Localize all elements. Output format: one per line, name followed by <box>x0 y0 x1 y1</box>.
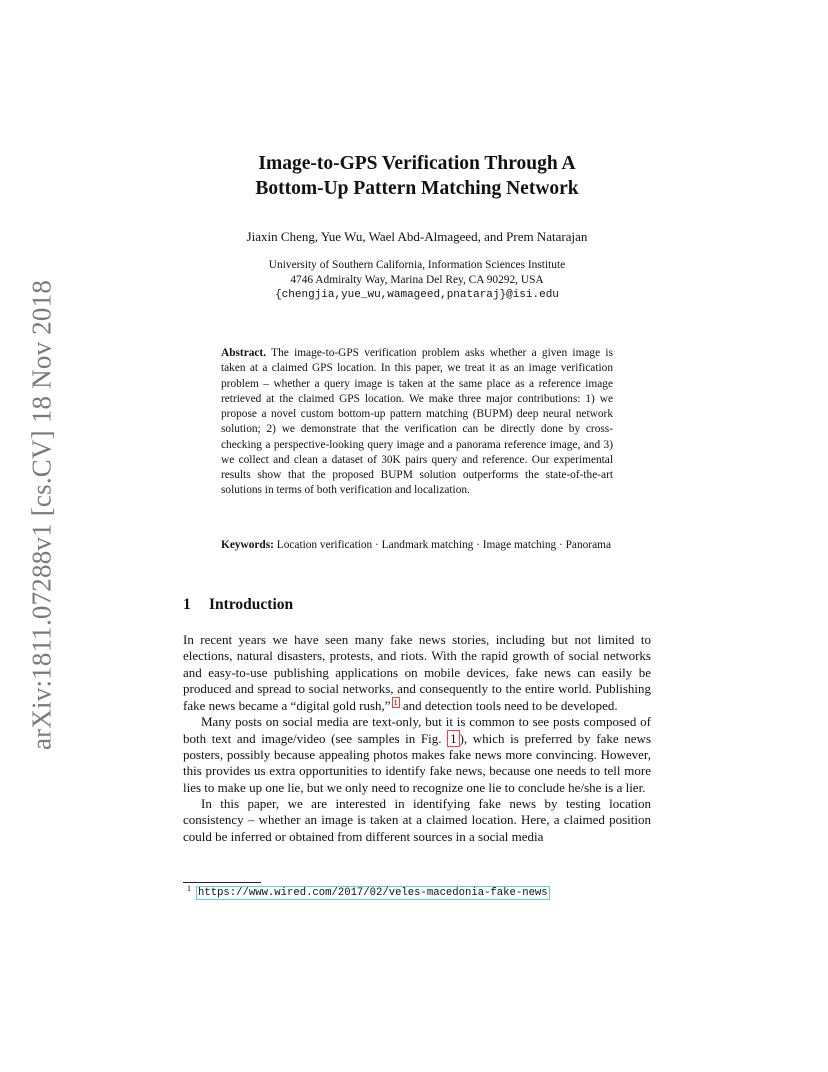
paragraph-3: In this paper, we are interested in identifying fake news by testing location consistency – whether an image is taken at a claimed location. Here, a claimed position could be inferred or obtained from different sources in a social media <box>183 795 651 844</box>
section-heading <box>183 596 293 614</box>
arxiv-stamp <box>22 280 62 750</box>
figure-link[interactable]: 1 <box>447 730 460 747</box>
affiliation-block <box>150 258 684 303</box>
title-line-2: Bottom-Up Pattern Matching Network <box>255 178 579 199</box>
keywords-label: Keywords: <box>221 539 274 551</box>
body-text <box>183 632 651 845</box>
paragraph-2-text-b: ), which is preferred by fake news posters, possibly because appealing photos makes fake news more convincing. However, this provides us extra opportunities to identify fake news, because one needs to tell more lies to make up one lie, but we only need to recognize one lie to conclude he/she is a lier. <box>183 730 652 795</box>
arxiv-stamp-text: arXiv:1811.07288v1 [cs.CV] 18 Nov 2018 <box>26 279 57 751</box>
paragraph-2 <box>183 714 651 795</box>
footnote-mark: 1 <box>187 884 191 893</box>
keywords-text: Location verification · Landmark matching · Image matching · Panorama <box>276 539 611 551</box>
paragraph-1 <box>183 632 651 714</box>
keywords <box>221 538 613 553</box>
paragraph-1-text-b: and detection tools need to be developed. <box>399 698 618 714</box>
paragraph-2-text-a: Many posts on social media are text-only, but it is common to see posts composed of both text and image/video (see samples in Fig. <box>183 714 651 746</box>
footnote <box>187 884 550 899</box>
abstract <box>221 346 613 499</box>
affiliation-line-2: 4746 Admiralty Way, Marina Del Rey, CA 90292, USA <box>290 274 544 286</box>
abstract-label: Abstract. <box>221 347 267 359</box>
author-list: Jiaxin Cheng, Yue Wu, Wael Abd-Almageed, and Prem Natarajan <box>246 229 588 244</box>
footnote-url-link[interactable]: https://www.wired.com/2017/02/veles-macedonia-fake-news <box>198 887 548 899</box>
footnote-link[interactable]: 1 <box>393 698 398 708</box>
abstract-text: The image-to-GPS verification problem asks whether a given image is taken at a claimed GPS location. In this paper, we treat it as an image verification problem – whether a query image is taken at the same place as a reference image retrieved at the claimed GPS location. We make three major contributions: 1) we propose a novel custom bottom-up pattern matching (BUPM) deep neural network solution; 2) we demonstrate that the verification can be directly done by cross-checking a perspective-looking query image and a panorama reference image, and 3) we collect and clean a dataset of 30K pairs query and reference. Our experimental results show that the proposed BUPM solution outperforms the state-of-the-art solutions in terms of both verification and localization. <box>221 347 613 497</box>
paragraph-1-text-a: In recent years we have seen many fake news stories, including but not limited to elections, natural disasters, protests, and riots. With the rapid growth of social networks and easy-to-use publishing applications on mobile devices, fake news can easily be produced and spread to social networks, and consequently to the entire world. Publishing fake news became a “digital gold rush,” <box>183 632 651 714</box>
author-emails: {chengjia,yue_wu,wamageed,pnataraj}@isi.edu <box>275 289 559 301</box>
section-title: Introduction <box>209 596 294 613</box>
title-line-1: Image-to-GPS Verification Through A <box>258 153 576 174</box>
paper-title <box>150 151 684 201</box>
affiliation-line-1: University of Southern California, Information Sciences Institute <box>268 259 566 271</box>
footnote-rule <box>183 882 261 883</box>
section-number: 1 <box>183 596 191 613</box>
